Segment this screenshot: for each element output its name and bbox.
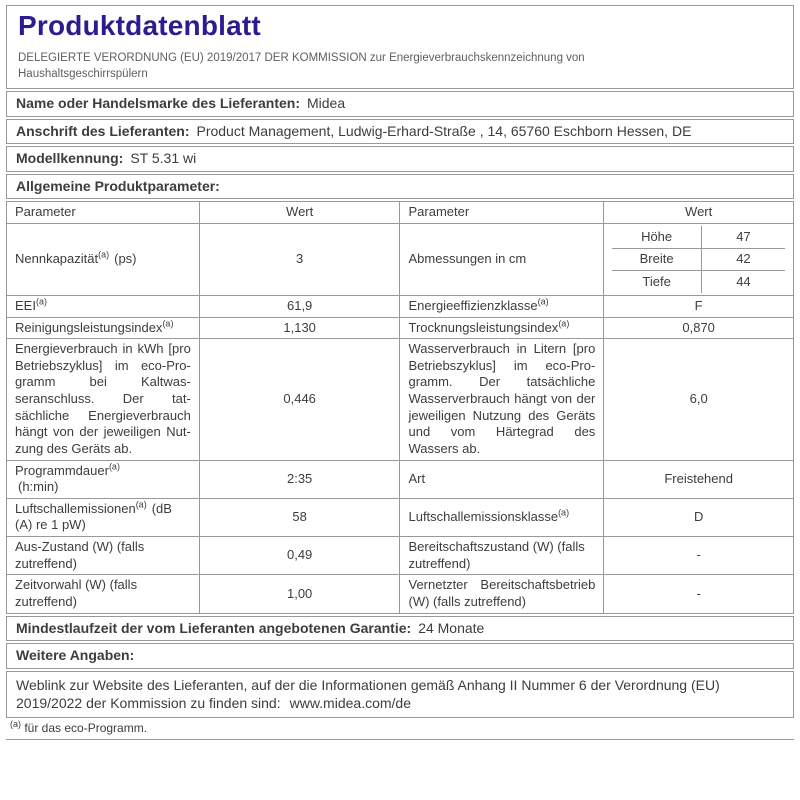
supplier-name-value: Midea	[307, 95, 346, 112]
noise-class-label: Luftschallemissionsklasse	[408, 509, 559, 525]
general-parameters-heading-label: Allgemeine Produktparameter:	[16, 177, 220, 194]
cutoff-section-divider	[6, 739, 794, 747]
standby-value-cell: -	[604, 537, 794, 575]
warranty-value: 24 Monate	[418, 619, 485, 636]
energy-class-label-cell	[400, 295, 604, 317]
cleaning-index-value-cell: 1,130	[199, 317, 400, 339]
footnote-marker: (a)	[108, 461, 120, 472]
energy-class-value-cell: F	[604, 295, 794, 317]
dimensions-subtable	[612, 226, 785, 293]
table-row-duration-type	[7, 460, 794, 498]
table-row-delay-networked	[7, 575, 794, 613]
networked-standby-value-cell: -	[604, 575, 794, 613]
type-value-cell: Freistehend	[604, 460, 794, 498]
noise-unit: (dB (A) re 1 pW)	[15, 500, 172, 533]
capacity-unit: (ps)	[114, 251, 137, 267]
energy-consumption-value-cell: 0,446	[199, 339, 400, 460]
noise-class-value-cell: D	[604, 498, 794, 536]
dimension-name: Breite	[612, 248, 701, 271]
footnote-marker: (a)	[10, 719, 21, 730]
eei-label: EEI	[15, 297, 36, 313]
footnote	[10, 721, 794, 735]
weblink-text: Weblink zur Website des Lieferanten, auf der die Informationen gemäß Anhang II Nummer 6 der Verordnung (EU) 2019/2022 der Kommission zu finden sind:	[16, 676, 720, 712]
noise-value-cell: 58	[199, 498, 400, 536]
model-id-label: Modellkennung:	[16, 150, 124, 167]
duration-unit: (h:min)	[18, 479, 59, 495]
table-row-eei-energyclass	[7, 295, 794, 317]
noise-label-cell	[7, 498, 200, 536]
footnote-text: für das eco-Programm.	[24, 721, 148, 736]
col-header-parameter-right: Parameter	[400, 202, 604, 224]
cleaning-index-label-cell	[7, 317, 200, 339]
dimension-value: 44	[701, 270, 785, 293]
footnote-marker: (a)	[537, 296, 549, 307]
table-row-noise	[7, 498, 794, 536]
page-title: Produktdatenblatt	[18, 10, 261, 41]
table-header-row	[7, 202, 794, 224]
table-row-cleaning-drying	[7, 317, 794, 339]
delay-start-label-cell: Zeitvorwahl (W) (falls zutreffend)	[7, 575, 200, 613]
noise-label: Luftschallemissionen	[15, 500, 136, 516]
dimension-value: 42	[701, 248, 785, 271]
water-consumption-label-cell: Wasserverbrauch in Litern [pro Betriebszyklus] im eco-Programm. Der tatsächliche Wasserverbrauch hängt von der jeweiligen Nutzung des Geräts und vom Härtegrad des Wassers ab.	[400, 339, 604, 460]
dimensions-value-cell	[604, 224, 794, 296]
col-header-value-right: Wert	[604, 202, 794, 224]
col-header-parameter-left: Parameter	[7, 202, 200, 224]
warranty-label: Mindestlaufzeit der vom Lieferanten angebotenen Garantie:	[16, 619, 412, 636]
weblink-url: www.midea.com/de	[289, 695, 411, 712]
off-mode-value-cell: 0,49	[199, 537, 400, 575]
energy-consumption-label-cell: Energieverbrauch in kWh [pro Betriebszyklus] im eco-Programm bei Kaltwasseranschluss. Der tatsächliche Energieverbrauch hängt von der jeweiligen Nutzung des Geräts ab.	[7, 339, 200, 460]
table-row-consumption	[7, 339, 794, 460]
general-parameters-heading	[6, 174, 794, 200]
footnote-marker: (a)	[135, 499, 147, 510]
parameters-table	[6, 201, 794, 613]
title-section	[6, 5, 794, 89]
duration-label-cell	[7, 460, 200, 498]
noise-class-label-cell	[400, 498, 604, 536]
model-id-row	[6, 146, 794, 172]
cleaning-index-label: Reinigungsleistungsindex	[15, 319, 163, 335]
capacity-value-cell: 3	[199, 224, 400, 296]
footnote-marker: (a)	[98, 249, 110, 260]
supplier-address-row	[6, 119, 794, 145]
networked-standby-label-cell: Vernetzter Bereitschaftsbetrieb (W) (falls zutreffend)	[400, 575, 604, 613]
capacity-label: Nennkapazität	[15, 251, 99, 267]
supplier-name-label: Name oder Handelsmarke des Lieferanten:	[16, 95, 300, 112]
capacity-label-cell	[7, 224, 200, 296]
dimension-value: 47	[701, 226, 785, 248]
drying-index-label: Trocknungsleistungsindex	[408, 319, 559, 335]
standby-label-cell: Bereitschaftszustand (W) (falls zutreffend)	[400, 537, 604, 575]
off-mode-label-cell: Aus-Zustand (W) (falls zutreffend)	[7, 537, 200, 575]
regulation-subtitle: DELEGIERTE VERORDNUNG (EU) 2019/2017 DER KOMMISSION zur Energieverbrauchskennzeichnung von Haushaltsgeschirrspülern	[18, 52, 585, 81]
col-header-value-left: Wert	[199, 202, 400, 224]
additional-info-heading-label: Weitere Angaben:	[16, 647, 135, 663]
product-datasheet	[6, 5, 794, 747]
footnote-marker: (a)	[162, 318, 174, 329]
supplier-address-label: Anschrift des Lieferanten:	[16, 122, 190, 139]
eei-value-cell: 61,9	[199, 295, 400, 317]
type-label-cell: Art	[400, 460, 604, 498]
dimension-name: Tiefe	[612, 270, 701, 293]
additional-info-heading	[6, 643, 794, 669]
energy-class-label: Energieeffizienzklasse	[408, 297, 538, 313]
duration-value-cell: 2:35	[199, 460, 400, 498]
table-row-capacity-dimensions	[7, 224, 794, 296]
eei-label-cell	[7, 295, 200, 317]
drying-index-label-cell	[400, 317, 604, 339]
table-row-offmode-standby	[7, 537, 794, 575]
weblink-row	[6, 671, 794, 719]
footnote-marker: (a)	[558, 318, 570, 329]
water-consumption-value-cell: 6,0	[604, 339, 794, 460]
duration-label: Programmdauer	[15, 462, 109, 478]
dimension-name: Höhe	[641, 228, 673, 244]
drying-index-value-cell: 0,870	[604, 317, 794, 339]
supplier-address-value: Product Management, Ludwig-Erhard-Straße , 14, 65760 Eschborn Hessen, DE	[196, 122, 692, 139]
dimensions-label-cell: Abmessungen in cm	[400, 224, 604, 296]
supplier-name-row	[6, 91, 794, 117]
footnote-marker: (a)	[35, 296, 47, 307]
warranty-row	[6, 616, 794, 642]
model-id-value: ST 5.31 wi	[130, 150, 197, 167]
delay-start-value-cell: 1,00	[199, 575, 400, 613]
footnote-marker: (a)	[558, 507, 570, 518]
